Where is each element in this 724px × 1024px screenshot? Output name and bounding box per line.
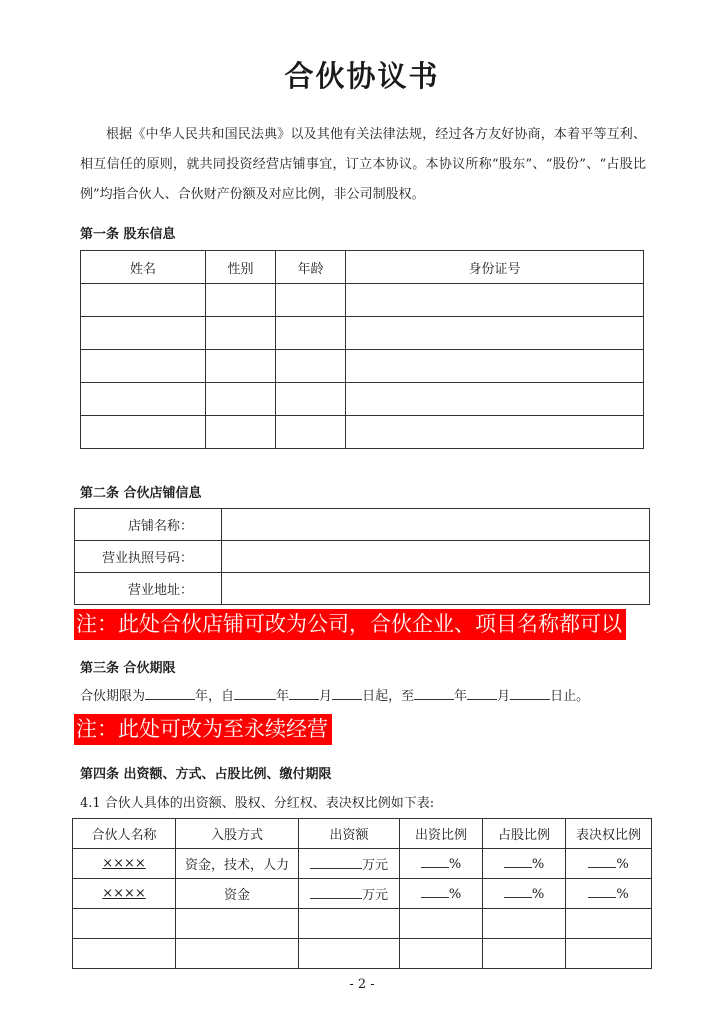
header-name: 姓名 bbox=[81, 251, 206, 284]
header-age: 年龄 bbox=[276, 251, 346, 284]
voting-ratio-cell[interactable]: % bbox=[566, 849, 652, 879]
header-voting-ratio: 表决权比例 bbox=[566, 819, 652, 849]
term-sentence: 合伙期限为 年，自 年 月 日起，至 年 月 日止。 bbox=[80, 689, 590, 704]
table-row bbox=[81, 317, 644, 350]
label-license-number: 营业执照号码： bbox=[75, 541, 222, 573]
header-id-number: 身份证号 bbox=[346, 251, 644, 284]
red-note-2: 注：此处可改为至永续经营 bbox=[74, 714, 332, 745]
partner-name[interactable]: ×××× bbox=[73, 879, 176, 909]
table-row bbox=[81, 350, 644, 383]
amount-cell[interactable]: 万元 bbox=[299, 849, 400, 879]
amount-cell[interactable]: 万元 bbox=[299, 879, 400, 909]
cell-id[interactable] bbox=[346, 383, 644, 416]
table-row bbox=[81, 383, 644, 416]
cell-age[interactable] bbox=[276, 416, 346, 449]
blank-start-year[interactable] bbox=[234, 687, 276, 700]
cell-age[interactable] bbox=[276, 284, 346, 317]
partner-method[interactable]: 资金，技术，人力 bbox=[176, 849, 299, 879]
header-contribution-ratio: 出资比例 bbox=[400, 819, 483, 849]
cell-age[interactable] bbox=[276, 317, 346, 350]
blank-end-day[interactable] bbox=[510, 687, 550, 700]
table-row bbox=[75, 541, 650, 573]
table-row bbox=[73, 879, 652, 909]
cell-gender[interactable] bbox=[206, 383, 276, 416]
value-license-number[interactable] bbox=[222, 541, 650, 573]
blank-end-year[interactable] bbox=[414, 687, 454, 700]
blank-start-day[interactable] bbox=[332, 687, 362, 700]
partner-method[interactable]: 资金 bbox=[176, 879, 299, 909]
shareholder-table bbox=[80, 250, 644, 449]
red-note-1: 注：此处合伙店铺可改为公司，合伙企业、项目名称都可以 bbox=[74, 609, 626, 640]
cell-gender[interactable] bbox=[206, 284, 276, 317]
cell-name[interactable] bbox=[81, 317, 206, 350]
header-partner-name: 合伙人名称 bbox=[73, 819, 176, 849]
article2-heading: 第二条 合伙店铺信息 bbox=[80, 486, 202, 501]
table-row bbox=[81, 284, 644, 317]
table-row bbox=[81, 416, 644, 449]
share-ratio-cell[interactable]: % bbox=[483, 849, 566, 879]
blank-end-month[interactable] bbox=[467, 687, 497, 700]
intro-paragraph: 根据《中华人民共和国民法典》以及其他有关法律法规，经过各方友好协商，本着平等互利、相互信任的原则，就共同投资经营店铺事宜，订立本协议。本协议所称“股东”、“股份”、“占股比例”均指合伙人、合伙财产份额及对应比例，非公司制股权。 bbox=[80, 127, 646, 202]
document-title: 合伙协议书 bbox=[284, 59, 440, 93]
cell-id[interactable] bbox=[346, 284, 644, 317]
cell-id[interactable] bbox=[346, 317, 644, 350]
header-share-ratio: 占股比例 bbox=[483, 819, 566, 849]
page-number: - 2 - bbox=[349, 977, 375, 992]
table-row bbox=[75, 573, 650, 605]
contribution-ratio-cell[interactable]: % bbox=[400, 879, 483, 909]
blank-start-month[interactable] bbox=[289, 687, 319, 700]
share-ratio-cell[interactable]: % bbox=[483, 879, 566, 909]
article3-heading: 第三条 合伙期限 bbox=[80, 661, 176, 676]
cell-gender[interactable] bbox=[206, 317, 276, 350]
voting-ratio-cell[interactable]: % bbox=[566, 879, 652, 909]
cell-id[interactable] bbox=[346, 416, 644, 449]
partner-name[interactable]: ×××× bbox=[73, 849, 176, 879]
table-header-row bbox=[81, 251, 644, 284]
table-row bbox=[73, 939, 652, 969]
capital-contribution-table bbox=[72, 818, 652, 969]
blank-years[interactable] bbox=[145, 687, 195, 700]
cell-name[interactable] bbox=[81, 416, 206, 449]
cell-age[interactable] bbox=[276, 350, 346, 383]
header-amount: 出资额 bbox=[299, 819, 400, 849]
table-row bbox=[73, 909, 652, 939]
article4-subclause: 4.1 合伙人具体的出资额、股权、分红权、表决权比例如下表: bbox=[80, 796, 435, 811]
value-address[interactable] bbox=[222, 573, 650, 605]
table-row bbox=[75, 509, 650, 541]
article4-heading: 第四条 出资额、方式、占股比例、缴付期限 bbox=[80, 767, 332, 782]
label-address: 营业地址： bbox=[75, 573, 222, 605]
cell-name[interactable] bbox=[81, 350, 206, 383]
header-gender: 性别 bbox=[206, 251, 276, 284]
header-method: 入股方式 bbox=[176, 819, 299, 849]
contribution-ratio-cell[interactable]: % bbox=[400, 849, 483, 879]
label-shop-name: 店铺名称： bbox=[75, 509, 222, 541]
article1-heading: 第一条 股东信息 bbox=[80, 227, 176, 242]
cell-age[interactable] bbox=[276, 383, 346, 416]
cell-name[interactable] bbox=[81, 383, 206, 416]
value-shop-name[interactable] bbox=[222, 509, 650, 541]
table-row bbox=[73, 849, 652, 879]
cell-gender[interactable] bbox=[206, 350, 276, 383]
cell-gender[interactable] bbox=[206, 416, 276, 449]
shop-info-table bbox=[74, 508, 650, 605]
cell-name[interactable] bbox=[81, 284, 206, 317]
cell-id[interactable] bbox=[346, 350, 644, 383]
table-header-row bbox=[73, 819, 652, 849]
